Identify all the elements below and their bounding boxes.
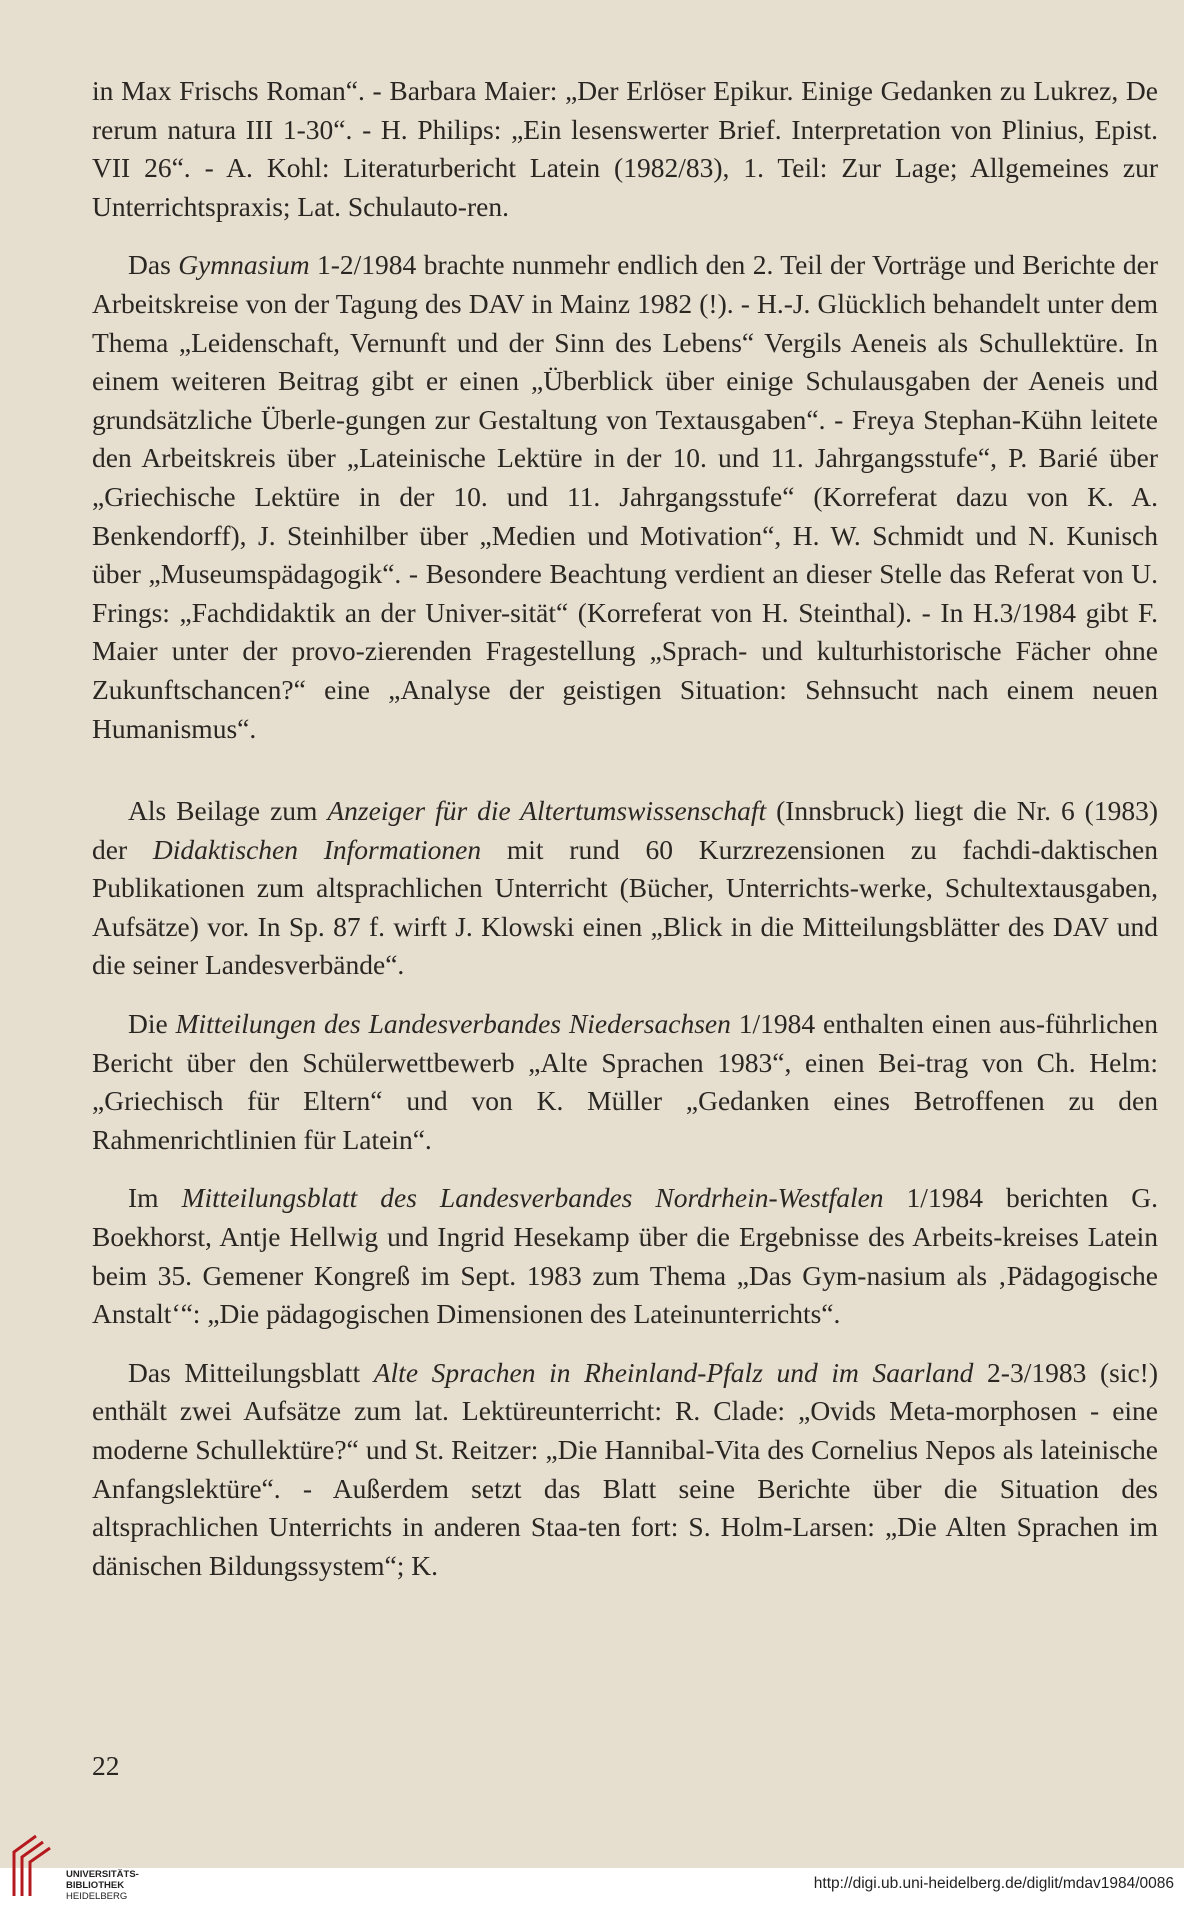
text-segment: 2-3/1983 (sic!) enthält zwei Aufsätze zum lat. Lektüreunterricht: R. Clade: „Ovids Meta-morphosen - eine moderne Schullektüre?“ und St. Reitzer: „Die Hannibal-Vita des Cornelius Nepos als lateinische Anfangslektüre“. - Außerdem setzt das Blatt seine Berichte über die Situation des altsprachlichen Unterrichts in anderen Staa-ten fort: S. Holm-Larsen: „Die Alten Sprachen im dänischen Bildungssystem“; K. <box>92 1356 1158 1581</box>
text-segment: Das Mitteilungsblatt <box>128 1356 374 1388</box>
library-name-line-1: UNIVERSITÄTS- <box>66 1869 139 1880</box>
journal-title: Alte Sprachen in Rheinland-Pfalz und im Saarland <box>373 1356 974 1388</box>
body-text <box>92 72 1158 1585</box>
paragraph-5 <box>92 1179 1158 1333</box>
library-logo-icon <box>10 1830 56 1900</box>
journal-title: Didaktischen Informationen <box>152 833 482 865</box>
source-url-link[interactable]: http://digi.ub.uni-heidelberg.de/diglit/mdav1984/0086 <box>813 1875 1174 1892</box>
journal-title: Mitteilungsblatt des Landesverbandes Nordrhein-Westfalen <box>181 1182 884 1214</box>
text-segment: 1-2/1984 brachte nunmehr endlich den 2. Teil der Vorträge und Berichte der Arbeitskreise von der Tagung des DAV in Mainz 1982 (!). - H.-J. Glücklich behandelt unter dem Thema „Leidenschaft, Vernunft und der Sinn des Lebens“ Vergils Aeneis als Schullektüre. In einem weiteren Beitrag gibt er einen „Überblick über einige Schulausgaben der Aeneis und grundsätzliche Überle-gungen zur Gestaltung von Textausgaben“. - Freya Stephan-Kühn leitete den Arbeitskreis über „Lateinische Lektüre in der 10. und 11. Jahrgangsstufe“, P. Barié über „Griechische Lektüre in der 10. und 11. Jahrgangsstufe“ (Korreferat dazu von K. A. Benkendorff), J. Steinhilber über „Medien und Motivation“, H. W. Schmidt und N. Kunisch über „Museumspädagogik“. - Besondere Beachtung verdient an dieser Stelle das Referat von U. Frings: „Fachdidaktik an der Univer-sität“ (Korreferat von H. Steinthal). - In H.3/1984 gibt F. Maier unter der provo-zierenden Fragestellung „Sprach- und kulturhistorische Fächer ohne Zukunftschancen?“ eine „Analyse der geistigen Situation: Sehnsucht nach einem neuen Humanismus“. <box>92 249 1158 744</box>
paragraph-6 <box>92 1354 1158 1586</box>
library-name-line-3: HEIDELBERG <box>66 1891 128 1902</box>
page-number: 22 <box>92 1750 120 1781</box>
paragraph-3 <box>92 792 1158 985</box>
library-name <box>66 1869 139 1902</box>
text-segment: 1/1984 enthalten einen aus-führlichen Bericht über den Schülerwettbewerb „Alte Sprachen 1983“, einen Bei-trag von Ch. Helm: „Griechisch für Eltern“ und von K. Müller „Gedanken eines Betroffenen zu den Rahmenrichtlinien für Latein“. <box>92 1008 1158 1155</box>
journal-title: Gymnasium <box>178 249 310 281</box>
text-segment: Die <box>128 1008 176 1040</box>
library-name-line-2: BIBLIOTHEK <box>66 1880 125 1891</box>
text-segment: (Innsbruck) liegt die Nr. 6 (1983) der <box>92 795 1158 865</box>
text-segment: in Max Frischs Roman“. - Barbara Maier: „Der Erlöser Epikur. Einige Gedanken zu Lukrez, De rerum natura III 1-30“. - H. Philips: „Ein lesenswerter Brief. Interpretation von Plinius, Epist. VII 26“. - A. Kohl: Literaturbericht Latein (1982/83), 1. Teil: Zur Lage; Allgemeines zur Unterrichtspraxis; Lat. Schulauto-ren. <box>92 75 1158 222</box>
paragraph-2 <box>92 246 1158 748</box>
paragraph-1 <box>92 72 1158 226</box>
text-segment: Als Beilage zum <box>128 795 328 827</box>
paragraph-4 <box>92 1005 1158 1159</box>
text-segment: mit rund 60 Kurzrezensionen zu fachdi-daktischen Publikationen zum altsprachlichen Unterricht (Bücher, Unterrichts-werke, Schultextausgaben, Aufsätze) vor. In Sp. 87 f. wirft J. Klowski einen „Blick in die Mitteilungsblätter des DAV und die seiner Landesverbände“. <box>92 833 1158 981</box>
text-segment: Das <box>128 249 179 281</box>
journal-title: Mitteilungen des Landesverbandes Niedersachsen <box>175 1008 731 1040</box>
text-segment: 1/1984 berichten G. Boekhorst, Antje Hellwig und Ingrid Hesekamp über die Ergebnisse des Arbeits-kreises Latein beim 35. Gemener Kongreß im Sept. 1983 zum Thema „Das Gym-nasium als ‚Pädagogische Anstalt‘“: „Die pädagogischen Dimensionen des Lateinunterrichts“. <box>92 1182 1158 1330</box>
text-segment: Im <box>128 1182 182 1214</box>
journal-title: Anzeiger für die Altertumswissenschaft <box>327 795 767 827</box>
